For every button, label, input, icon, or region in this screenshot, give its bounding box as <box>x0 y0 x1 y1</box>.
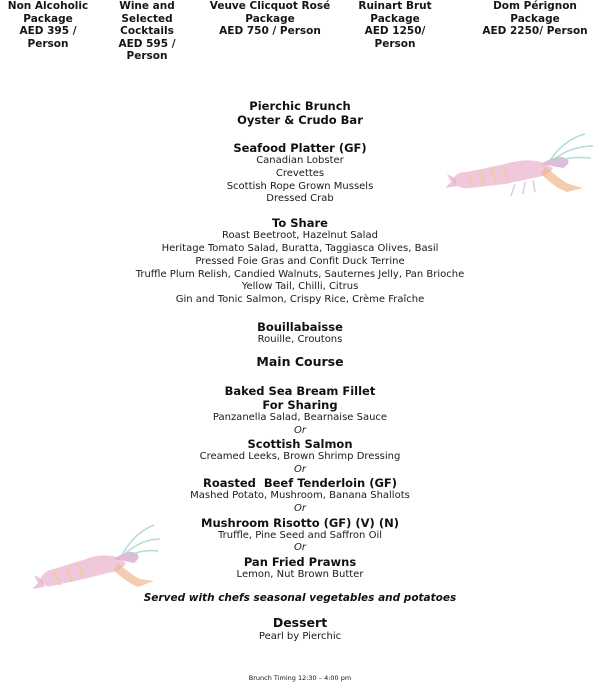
menu-item: Roast Beetroot, Hazelnut Salad <box>222 230 378 242</box>
menu-item: Heritage Tomato Salad, Buratta, Taggiasca Olives, Basil <box>161 242 439 254</box>
package-line: Package <box>23 12 73 25</box>
dish-description: Creamed Leeks, Brown Shrimp Dressing <box>199 451 401 463</box>
dish-description: Panzanella Salad, Bearnaise Sauce <box>212 411 388 423</box>
menu-subtitle: Oyster & Crudo Bar <box>237 113 363 127</box>
package-veuve-clicquot <box>200 0 340 38</box>
package-line: Person <box>374 37 416 50</box>
dish-name: Mushroom Risotto (GF) (V) (N) <box>201 515 399 530</box>
bouillabaisse-heading: Bouillabaisse <box>257 319 343 334</box>
package-price: AED 750 / Person <box>219 25 321 38</box>
menu-item: Truffle Plum Relish, Candied Walnuts, Sauternes Jelly, Pan Brioche <box>135 268 465 280</box>
brunch-menu <box>0 99 600 682</box>
menu-item: Rouille, Croutons <box>257 333 343 345</box>
dish-name: For Sharing <box>262 397 338 412</box>
dish-name: Roasted Beef Tenderloin (GF) <box>202 476 398 491</box>
menu-item: Crevettes <box>275 167 325 179</box>
package-line: Selected <box>121 12 173 25</box>
package-line: Package <box>510 12 560 25</box>
dish-name: Baked Sea Bream Fillet <box>224 383 376 398</box>
package-line: Wine and <box>119 0 175 12</box>
package-line: Ruinart Brut <box>358 0 432 12</box>
package-pricing-header <box>0 0 600 70</box>
package-line: Cocktails <box>120 25 174 38</box>
or-separator: Or <box>294 424 306 436</box>
dish-description: Lemon, Nut Brown Butter <box>236 568 364 580</box>
brunch-timing: Brunch Timing 12:30 – 4:00 pm <box>248 673 352 682</box>
package-dom-perignon <box>470 0 600 38</box>
menu-item: Yellow Tail, Chilli, Citrus <box>241 281 359 293</box>
package-line: Person <box>126 50 168 63</box>
package-price: AED 1250/ <box>364 25 426 38</box>
package-line: Dom Pérignon <box>493 0 577 12</box>
package-price: AED 395 / <box>19 25 77 38</box>
package-line: Package <box>245 12 295 25</box>
menu-title: Pierchic Brunch <box>249 99 351 113</box>
package-wine-cocktails <box>102 0 192 63</box>
main-course-heading: Main Course <box>256 353 344 369</box>
package-ruinart <box>350 0 440 50</box>
menu-item: Pressed Foie Gras and Confit Duck Terrine <box>195 255 405 267</box>
package-price: AED 595 / <box>118 37 176 50</box>
dessert-heading: Dessert <box>272 614 328 630</box>
dish-name: Scottish Salmon <box>247 437 353 452</box>
or-separator: Or <box>294 542 306 554</box>
dish-description: Truffle, Pine Seed and Saffron Oil <box>217 529 382 541</box>
sides-note: Served with chefs seasonal vegetables and potatoes <box>143 591 457 604</box>
dish-description: Mashed Potato, Mushroom, Banana Shallots <box>190 490 410 502</box>
menu-item: Canadian Lobster <box>256 155 344 166</box>
seafood-platter-heading: Seafood Platter (GF) <box>233 141 367 155</box>
to-share-heading: To Share <box>272 216 328 231</box>
package-non-alcoholic <box>0 0 96 50</box>
menu-item: Scottish Rope Grown Mussels <box>226 180 374 192</box>
dessert-description: Pearl by Pierchic <box>258 630 342 642</box>
or-separator: Or <box>294 463 306 475</box>
menu-item: Gin and Tonic Salmon, Crispy Rice, Crème Fraîche <box>175 294 425 306</box>
package-line: Non Alcoholic <box>7 0 89 12</box>
package-line: Person <box>27 37 69 50</box>
or-separator: Or <box>294 503 306 515</box>
package-price: AED 2250/ Person <box>482 25 588 38</box>
dish-name: Pan Fried Prawns <box>243 554 357 569</box>
package-line: Veuve Clicquot Rosé <box>209 0 331 12</box>
package-line: Package <box>370 12 420 25</box>
menu-item: Dressed Crab <box>266 193 334 205</box>
